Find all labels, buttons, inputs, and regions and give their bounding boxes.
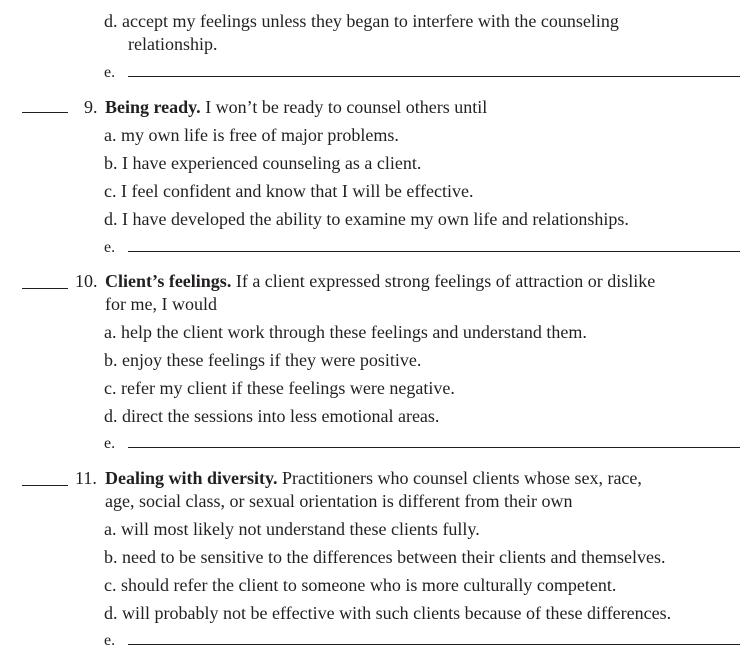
prev-option-e-label: e.	[104, 64, 116, 81]
item-10-stem	[105, 270, 655, 292]
item-9-option-c: c. I feel confident and know that I will be effective.	[104, 181, 474, 201]
item-10-option-d: d. direct the sessions into less emotional areas.	[104, 406, 440, 426]
item-11-option-c: c. should refer the client to someone who is more culturally competent.	[104, 575, 617, 595]
item-11-option-e-answer-line[interactable]	[128, 644, 740, 645]
item-10-number: 10.	[75, 271, 98, 291]
item-11-option-b: b. need to be sensitive to the differences between their clients and themselves.	[104, 547, 666, 567]
item-11-option-a: a. will most likely not understand these clients fully.	[104, 519, 480, 539]
item-9-option-b: b. I have experienced counseling as a client.	[104, 153, 422, 173]
item-9-option-e-label: e.	[104, 239, 116, 256]
item-10-option-e-label: e.	[104, 435, 116, 452]
item-10-title: Client’s feelings.	[105, 271, 232, 291]
item-9-title: Being ready.	[105, 97, 201, 117]
item-11-number: 11.	[75, 468, 97, 488]
item-10-answer-blank[interactable]	[22, 288, 68, 289]
item-11-stem-text: Practitioners who counsel clients whose sex, race,	[282, 468, 642, 488]
item-10-stem-text: If a client expressed strong feelings of attraction or dislike	[235, 271, 656, 291]
item-9-option-a: a. my own life is free of major problems.	[104, 125, 399, 145]
item-9-stem	[105, 96, 487, 118]
item-9-option-d: d. I have developed the ability to examine my own life and relationships.	[104, 209, 629, 229]
prev-option-d-line1: d. accept my feelings unless they began to interfere with the counseling	[104, 11, 619, 31]
prev-option-d-line2: relationship.	[128, 34, 218, 54]
item-11-answer-blank[interactable]	[22, 485, 68, 486]
item-10-option-c: c. refer my client if these feelings were negative.	[104, 378, 455, 398]
item-11-option-d: d. will probably not be effective with such clients because of these differences.	[104, 603, 672, 623]
item-11-option-e-label: e.	[104, 632, 116, 649]
item-9-answer-blank[interactable]	[22, 112, 68, 113]
item-9-stem-text: I won’t be ready to counsel others until	[205, 97, 488, 117]
item-10-option-e-answer-line[interactable]	[128, 447, 740, 448]
item-9-option-e-answer-line[interactable]	[128, 251, 740, 252]
prev-option-e-answer-line[interactable]	[128, 76, 740, 77]
item-9-number: 9.	[84, 97, 98, 117]
item-11-stem	[105, 467, 642, 489]
item-11-stem-line2: age, social class, or sexual orientation is different from their own	[105, 491, 573, 511]
item-10-option-b: b. enjoy these feelings if they were positive.	[104, 350, 422, 370]
item-10-option-a: a. help the client work through these feelings and understand them.	[104, 322, 587, 342]
item-11-title: Dealing with diversity.	[105, 468, 278, 488]
item-10-stem-line2: for me, I would	[105, 294, 217, 314]
